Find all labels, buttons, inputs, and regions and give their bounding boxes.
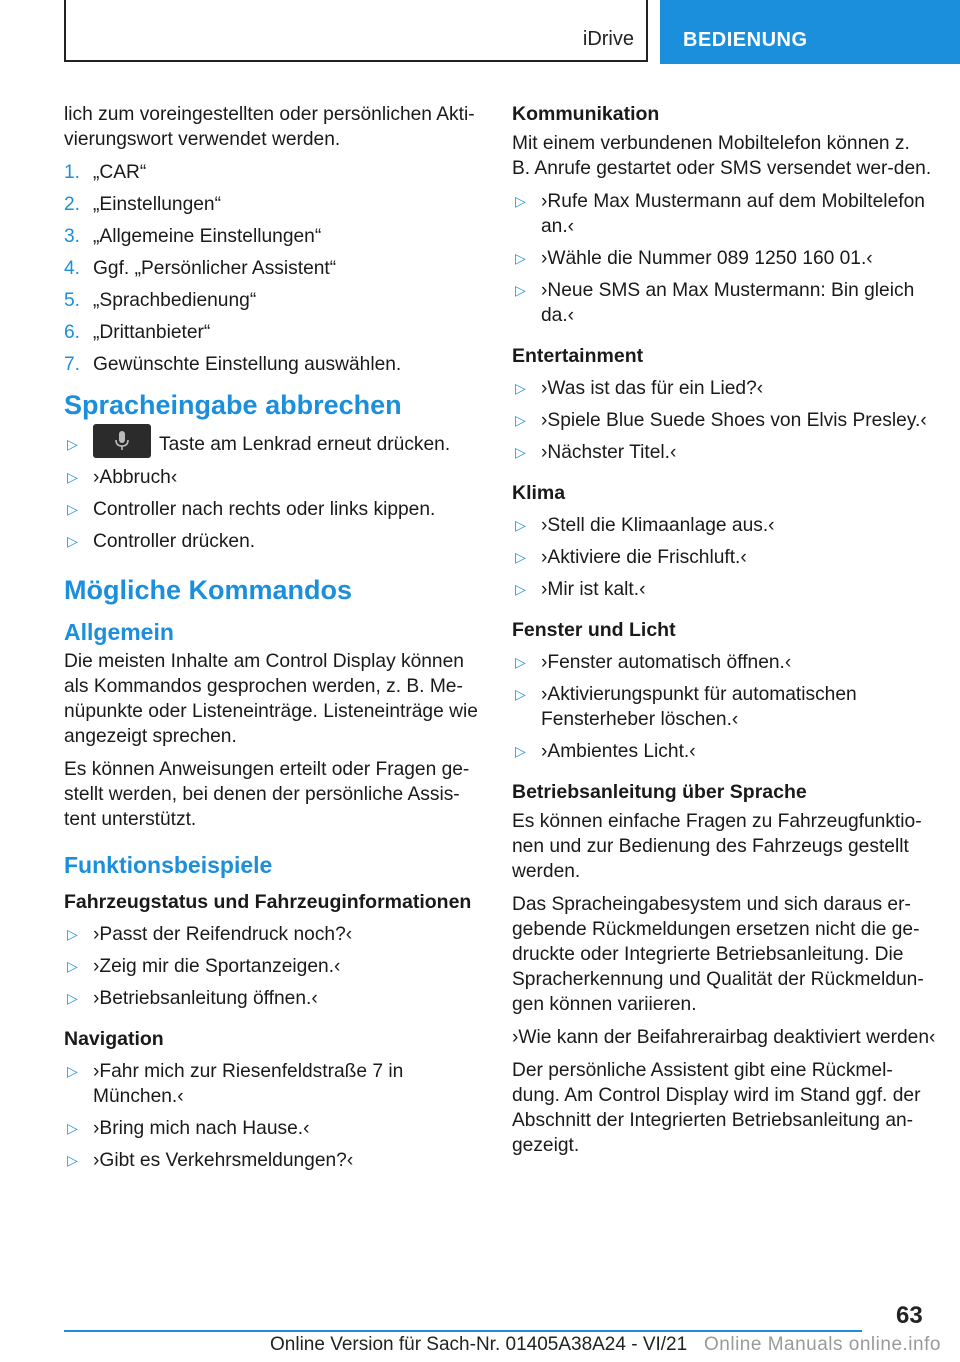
triangle-bullet-icon: ▷ — [67, 436, 78, 452]
triangle-bullet-icon: ▷ — [67, 926, 78, 942]
manual-voice-heading: Betriebsanleitung über Sprache — [512, 781, 807, 803]
left-column — [64, 102, 484, 1180]
window-light-heading: Fenster und Licht — [512, 619, 676, 641]
list-item: ▷ ›Nächster Titel.‹ — [515, 442, 677, 463]
manual-paragraph-3: Der persönliche Assistent gibt eine Rückmel-dung. Am Control Display wird im Stand ggf. der Abschnitt der Integrierten Betriebsanleitung an-gezeigt. — [512, 1060, 921, 1156]
climate-list — [512, 513, 932, 602]
list-item: ▷ ›Aktiviere die Frischluft.‹ — [515, 547, 747, 568]
triangle-bullet-icon: ▷ — [67, 958, 78, 974]
header-chapter-title: BEDIENUNG — [683, 29, 808, 51]
cancel-list — [64, 432, 484, 554]
triangle-bullet-icon: ▷ — [515, 654, 526, 670]
step-item: 2. „Einstellungen“ — [64, 194, 221, 215]
list-item: ▷ ›Betriebsanleitung öffnen.‹ — [67, 988, 318, 1009]
climate-heading: Klima — [512, 482, 566, 504]
manual-example-command: ›Wie kann der Beifahrerairbag deaktiviert werden‹ — [512, 1027, 936, 1048]
step-item: 6. „Drittanbieter“ — [64, 322, 211, 343]
list-item: ▷ Controller nach rechts oder links kippen. — [67, 499, 436, 520]
list-item: ▷ ›Fenster automatisch öffnen.‹ — [515, 652, 792, 673]
header-chapter-tab — [660, 0, 960, 64]
list-item: ▷ ›Spiele Blue Suede Shoes von Elvis Presley.‹ — [515, 410, 927, 431]
list-item: ▷ ›Was ist das für ein Lied?‹ — [515, 378, 764, 399]
triangle-bullet-icon: ▷ — [67, 501, 78, 517]
triangle-bullet-icon: ▷ — [67, 1120, 78, 1136]
list-item: ▷ ›Wähle die Nummer 089 1250 160 01.‹ — [515, 248, 873, 269]
communication-paragraph: Mit einem verbundenen Mobiltelefon können z. B. Anrufe gestartet oder SMS versendet wer-den. — [512, 133, 932, 179]
intro-paragraph: lich zum voreingestellten oder persönlichen Akti-vierungswort verwendet werden. — [64, 104, 475, 150]
status-list — [64, 922, 484, 1011]
triangle-bullet-icon: ▷ — [515, 517, 526, 533]
header-section-title: iDrive — [582, 28, 634, 50]
commands-heading: Mögliche Kommandos — [64, 575, 353, 605]
step-item: 4. Ggf. „Persönlicher Assistent“ — [64, 258, 337, 279]
triangle-bullet-icon: ▷ — [515, 250, 526, 266]
triangle-bullet-icon: ▷ — [515, 743, 526, 759]
triangle-bullet-icon: ▷ — [515, 581, 526, 597]
navigation-list — [64, 1059, 484, 1173]
header-section-box — [64, 0, 648, 62]
triangle-bullet-icon: ▷ — [67, 1063, 78, 1079]
list-item: ▷ ›Stell die Klimaanlage aus.‹ — [515, 515, 775, 536]
general-paragraph-2: Es können Anweisungen erteilt oder Fragen ge-stellt werden, bei denen der persönliche Assis-tent unterstützt. — [64, 759, 470, 830]
triangle-bullet-icon: ▷ — [67, 533, 78, 549]
voice-button-icon — [93, 424, 151, 458]
step-item: 1. „CAR“ — [64, 162, 147, 183]
list-item: ▷ ›Ambientes Licht.‹ — [515, 741, 696, 762]
entertainment-list — [512, 376, 932, 465]
triangle-bullet-icon: ▷ — [515, 412, 526, 428]
triangle-bullet-icon: ▷ — [515, 282, 526, 298]
general-heading: Allgemein — [64, 619, 174, 645]
list-item: ▷ ›Mir ist kalt.‹ — [515, 579, 646, 600]
step-item: 5. „Sprachbedienung“ — [64, 290, 257, 311]
triangle-bullet-icon: ▷ — [515, 193, 526, 209]
footer-watermark: Online Manuals online.info — [704, 1334, 941, 1355]
triangle-bullet-icon: ▷ — [515, 549, 526, 565]
list-item: ▷ ›Zeig mir die Sportanzeigen.‹ — [67, 956, 341, 977]
triangle-bullet-icon: ▷ — [67, 1152, 78, 1168]
manual-paragraph-1: Es können einfache Fragen zu Fahrzeugfunktio-nen und zur Bedienung des Fahrzeugs gestellt werden. — [512, 811, 922, 882]
communication-list — [512, 189, 932, 328]
settings-steps — [64, 160, 484, 377]
list-item: ▷ ›Rufe Max Mustermann auf dem Mobiltelefon an.‹ — [515, 191, 925, 237]
step-item: 3. „Allgemeine Einstellungen“ — [64, 226, 322, 247]
right-column — [512, 102, 936, 1166]
cancel-heading: Spracheingabe abbrechen — [64, 390, 402, 420]
list-item: ▷ ›Fahr mich zur Riesenfeldstraße 7 in München.‹ — [67, 1061, 404, 1107]
triangle-bullet-icon: ▷ — [515, 444, 526, 460]
list-item: ▷ Controller drücken. — [67, 531, 256, 552]
examples-heading: Funktionsbeispiele — [64, 852, 273, 878]
status-heading: Fahrzeugstatus und Fahrzeuginformationen — [64, 891, 472, 913]
window-light-list — [512, 650, 932, 764]
list-item: ▷ ›Passt der Reifendruck noch?‹ — [67, 924, 353, 945]
triangle-bullet-icon: ▷ — [515, 380, 526, 396]
list-item: ▷ ›Gibt es Verkehrsmeldungen?‹ — [67, 1150, 354, 1171]
triangle-bullet-icon: ▷ — [515, 686, 526, 702]
page-number: 63 — [896, 1302, 923, 1329]
communication-heading: Kommunikation — [512, 103, 660, 125]
triangle-bullet-icon: ▷ — [67, 990, 78, 1006]
list-item: ▷ ›Bring mich nach Hause.‹ — [67, 1118, 310, 1139]
entertainment-heading: Entertainment — [512, 345, 644, 367]
footer-version: Online Version für Sach-Nr. 01405A38A24 - VI/21 — [270, 1334, 688, 1355]
list-item: ▷ ›Neue SMS an Max Mustermann: Bin gleich da.‹ — [515, 280, 915, 326]
list-item: ▷ Taste am Lenkrad erneut drücken. — [64, 432, 484, 458]
footer-divider — [64, 1330, 862, 1332]
general-paragraph-1: Die meisten Inhalte am Control Display können als Kommandos gesprochen werden, z. B. Me-nüpunkte oder Listeneinträge. Listeneinträge wie angezeigt sprechen. — [64, 651, 478, 747]
triangle-bullet-icon: ▷ — [67, 469, 78, 485]
list-item: ▷ ›Abbruch‹ — [67, 467, 178, 488]
manual-paragraph-2: Das Spracheingabesystem und sich daraus er-gebende Rückmeldungen ersetzen nicht die ge-druckte oder Integrierte Betriebsanleitung. Die Spracherkennung und Qualität der Rückmeldun-gen können variieren. — [512, 894, 924, 1015]
navigation-heading: Navigation — [64, 1028, 164, 1050]
step-item: 7. Gewünschte Einstellung auswählen. — [64, 354, 402, 375]
list-item: ▷ ›Aktivierungspunkt für automatischen Fensterheber löschen.‹ — [515, 684, 857, 730]
